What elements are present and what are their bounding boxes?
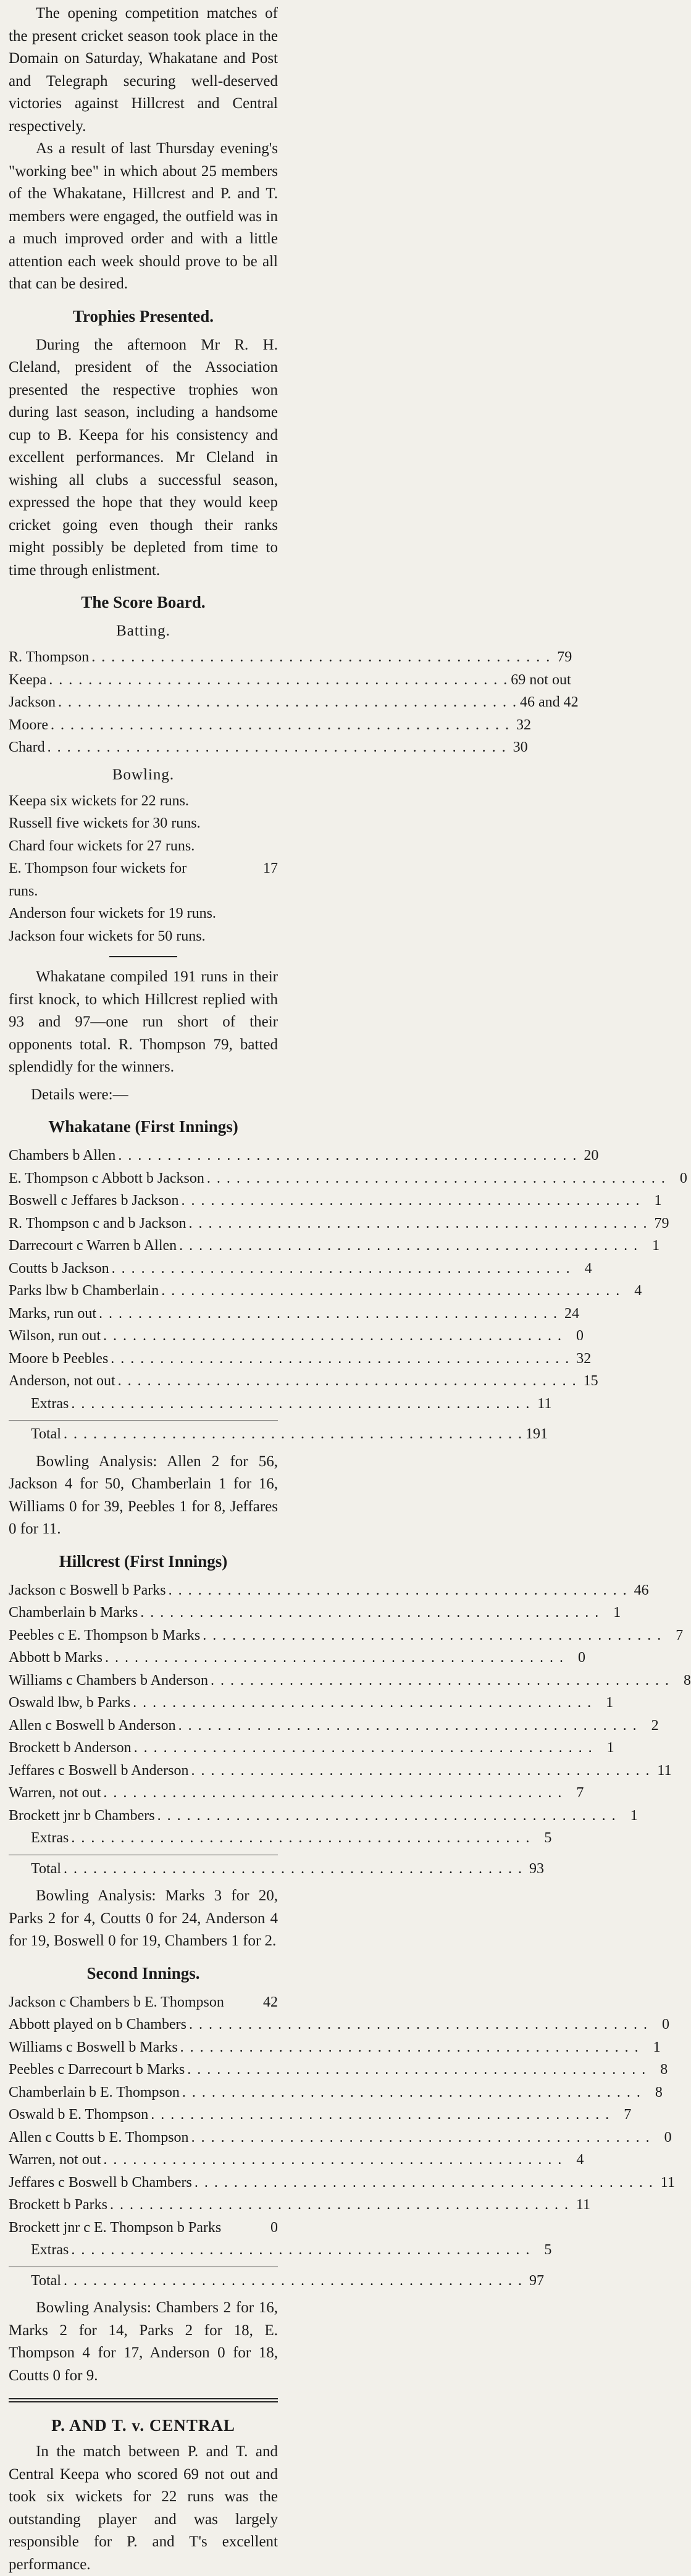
intro-paragraph-2: As a result of last Thursday evening's "working bee" in which about 25 members of the Whakatane, Hillcrest and P. and T. members were engaged, the outfield was in a much improved order and with a little attention each week should prove to be all that can be desired. — [9, 140, 278, 292]
intro-paragraph-1: The opening competition matches of the present cricket season took place in the Domain on Saturday, Whakatane and Post and Telegraph securing well-deserved victories against Hillcrest and Central respectively. — [9, 5, 278, 135]
player-value: 0 — [661, 2016, 669, 2033]
player-entry: Wilson, run out — [9, 1328, 101, 1344]
scorecard-row — [9, 1212, 669, 1235]
player-entry: Williams c Chambers b Anderson — [9, 1672, 208, 1689]
whakatane-total-row — [9, 1423, 548, 1446]
player-value: 1 — [606, 1740, 614, 1756]
scorecard-row — [9, 2126, 672, 2149]
scorecard-row — [9, 1827, 552, 1850]
scorecard-row — [9, 646, 572, 669]
scorecard-row — [9, 2104, 632, 2126]
bowling-text: E. Thompson four wickets for — [9, 860, 187, 876]
player-value: 20 — [584, 1147, 599, 1164]
player-value: 32 — [516, 716, 531, 733]
batting-heading: Batting. — [116, 623, 170, 639]
hillcrest-first-total-row — [9, 1858, 544, 1881]
player-entry: Williams c Boswell b Marks — [9, 2039, 178, 2055]
hillcrest-second-heading: Second Innings. — [86, 1963, 200, 1982]
player-value: 24 — [564, 1305, 579, 1322]
scorecard-row — [9, 1805, 638, 1827]
player-entry: E. Thompson c Abbott b Jackson — [9, 1170, 204, 1186]
player-value: 11 — [657, 1762, 672, 1779]
scorecard-row — [9, 2194, 590, 2217]
scorecard-row — [9, 2036, 661, 2059]
bowling-line — [9, 857, 278, 902]
player-entry: Chamberlain b Marks — [9, 1605, 138, 1621]
player-value: 46 and 42 — [519, 694, 579, 710]
pt-central-heading: P. AND T. v. CENTRAL — [51, 2416, 235, 2435]
scorecard-row — [9, 2171, 675, 2194]
scorecard-row — [9, 1782, 584, 1805]
player-value: 1 — [653, 2039, 661, 2055]
section-divider — [109, 956, 177, 957]
player-entry: Jeffares c Boswell b Anderson — [9, 1762, 189, 1779]
scorecard-row — [9, 1257, 592, 1280]
player-value: 1 — [654, 1193, 662, 1209]
scorecard-row — [9, 714, 531, 737]
player-value: 7 — [624, 2107, 632, 2123]
player-entry: Coutts b Jackson — [9, 1260, 109, 1277]
player-entry: R. Thompson — [9, 649, 90, 665]
player-entry: Extras — [31, 1395, 69, 1412]
bowling-value: 17 — [263, 860, 278, 876]
batsman-entry: Jackson c Chambers b E. Thompson — [9, 1994, 224, 2010]
bowling-line — [9, 925, 278, 948]
scorecard-row — [9, 1760, 672, 1782]
player-entry: Moore — [9, 716, 48, 733]
player-entry: Boswell c Jeffares b Jackson — [9, 1193, 179, 1209]
player-entry: Jackson c Boswell b Parks — [9, 1582, 166, 1598]
hillcrest-first-bowling-analysis: Bowling Analysis: Marks 3 for 20, Parks 2 for 4, Coutts 0 for 24, Anderson 4 for 19, Boswell 0 for 19, Chambers 1 for 2. — [9, 1887, 278, 1949]
player-entry: Abbott b Marks — [9, 1650, 103, 1666]
player-value: 1 — [606, 1695, 614, 1711]
scorecard-row — [9, 691, 579, 714]
player-value: 79 — [654, 1215, 669, 1231]
player-entry: Chambers b Allen — [9, 1147, 116, 1164]
whakatane-scorecard — [9, 1144, 687, 1415]
player-entry: Anderson, not out — [9, 1373, 115, 1389]
bowling-line — [9, 835, 278, 858]
player-value: 11 — [660, 2174, 675, 2191]
player-value: 0 — [664, 2129, 672, 2146]
player-entry: Peebles c Darrecourt b Marks — [9, 2062, 185, 2078]
total-value: 191 — [525, 1426, 548, 1442]
player-value: 4 — [576, 2152, 584, 2168]
whakatane-bowling-analysis: Bowling Analysis: Allen 2 for 56, Jackson 4 for 50, Chamberlain 1 for 16, Williams 0 for 39, Peebles 1 for 8, Jeffares 0 for 11. — [9, 1453, 278, 1537]
total-value: 97 — [529, 2272, 544, 2289]
player-value: 1 — [613, 1605, 621, 1621]
whakatane-heading: Whakatane (First Innings) — [48, 1117, 238, 1136]
bowling-text: Russell five wickets for 30 runs. — [9, 815, 201, 831]
pt-central-paragraph: In the match between P. and T. and Central Keepa who scored 69 not out and took six wickets for 22 runs was the outstanding player and was largely responsible for P. and T's excellent performance. — [9, 2443, 278, 2573]
player-entry: Brockett jnr b Chambers — [9, 1807, 155, 1824]
player-entry: Marks, run out — [9, 1305, 96, 1322]
scorecard-row — [9, 2149, 584, 2171]
extras-row — [9, 2239, 552, 2262]
scorecard-row — [9, 2058, 668, 2081]
scorecard-row — [9, 1624, 684, 1647]
player-entry: Allen c Boswell b Anderson — [9, 1717, 176, 1734]
player-entry: Oswald b E. Thompson — [9, 2107, 149, 2123]
player-value: 15 — [583, 1373, 598, 1389]
scorecard-row — [9, 1303, 579, 1325]
bowling-line — [9, 902, 278, 925]
batting-list — [9, 646, 579, 759]
player-entry: Parks lbw b Chamberlain — [9, 1283, 159, 1299]
player-value: 0 — [578, 1650, 585, 1666]
bowling-line — [9, 790, 278, 813]
scorecard-row — [9, 1669, 691, 1692]
scorecard-row — [9, 1280, 642, 1303]
bowling-text: Jackson four wickets for 50 runs. — [9, 928, 206, 944]
batsman-runs: 0 — [270, 2219, 278, 2236]
player-value: 46 — [634, 1582, 649, 1598]
player-value: 4 — [634, 1283, 642, 1299]
player-entry: Extras — [31, 1830, 69, 1846]
player-entry: Allen c Coutts b E. Thompson — [9, 2129, 189, 2146]
scorecard-row — [9, 1579, 649, 1602]
summary-paragraph: Whakatane compiled 191 runs in their first knock, to which Hillcrest replied with 93 and 97—one run short of their opponents total. R. Thompson 79, batted splendidly for the winners. — [9, 968, 278, 1075]
player-entry: Warren, not out — [9, 1785, 101, 1801]
scorecard-row — [9, 1325, 584, 1348]
bowling-heading: Bowling. — [112, 766, 175, 783]
player-entry: Brockett b Parks — [9, 2197, 107, 2213]
scorecard-row — [9, 1189, 662, 1212]
scorecard-row — [9, 669, 571, 692]
scorecard-row — [9, 1167, 687, 1190]
bowling-text-continued: runs. — [9, 883, 38, 899]
scorecard-row — [9, 1370, 598, 1393]
bowling-text: Anderson four wickets for 19 runs. — [9, 905, 216, 921]
player-entry: Darrecourt c Warren b Allen — [9, 1238, 177, 1254]
player-value: 0 — [576, 1328, 584, 1344]
player-value: 8 — [660, 2062, 668, 2078]
hillcrest-first-scorecard — [9, 1579, 691, 1850]
player-entry: Abbott played on b Chambers — [9, 2016, 186, 2033]
player-value: 5 — [544, 1830, 552, 1846]
player-value: 4 — [584, 1260, 592, 1277]
bowling-text: Chard four wickets for 27 runs. — [9, 837, 195, 854]
player-value: 69 not out — [511, 671, 571, 688]
player-value: 11 — [537, 1395, 552, 1412]
player-value: 7 — [576, 1785, 584, 1801]
total-value: 93 — [529, 1860, 544, 1877]
details-label: Details were:— — [31, 1086, 128, 1103]
player-value: 11 — [576, 2197, 590, 2213]
scorecard-row — [9, 2013, 669, 2036]
player-entry: Chamberlain b E. Thompson — [9, 2084, 180, 2100]
extras-label: Extras — [31, 2242, 69, 2258]
trophies-paragraph: During the afternoon Mr R. H. Cleland, president of the Association presented the respective trophies won during last season, including a handsome cup to B. Keepa for his consistency and excellent performances. Mr Cleland in wishing all clubs a successful season, expressed the hope that they would keep cricket going even though their ranks might possibly be depleted from time to time through enlistment. — [9, 336, 278, 579]
player-entry: Jackson — [9, 694, 56, 710]
hillcrest-second-total-row — [9, 2270, 544, 2293]
player-entry: Keepa — [9, 671, 47, 688]
batsman-runs: 42 — [263, 1994, 278, 2010]
player-entry: Jeffares c Boswell b Chambers — [9, 2174, 192, 2191]
player-value: 1 — [652, 1238, 660, 1254]
scorecard-row — [9, 1601, 621, 1624]
total-label: Total — [31, 1426, 61, 1442]
scorecard-row — [9, 1144, 599, 1167]
section-divider-double — [9, 2398, 278, 2402]
hillcrest-second-scorecard — [9, 2013, 675, 2217]
scorecard-row — [9, 1348, 592, 1370]
scorecard-row — [9, 736, 528, 759]
bowling-list — [9, 790, 278, 948]
player-entry: Brockett b Anderson — [9, 1740, 132, 1756]
player-value: 8 — [683, 1672, 691, 1689]
bowling-line — [9, 812, 278, 835]
scorecard-row — [9, 1393, 552, 1416]
player-value: 79 — [557, 649, 572, 665]
player-value: 2 — [651, 1717, 659, 1734]
batsman-entry: Brockett jnr c E. Thompson b Parks — [9, 2219, 222, 2236]
total-label: Total — [31, 2272, 61, 2289]
scorecard-row — [9, 1737, 614, 1760]
player-value: 8 — [655, 2084, 663, 2100]
scorecard-row — [9, 1647, 585, 1669]
scorecard-row — [9, 2081, 663, 2104]
player-entry: Moore b Peebles — [9, 1350, 109, 1367]
scorecard-row-wrapped — [9, 1991, 278, 2014]
trophies-heading: Trophies Presented. — [73, 306, 214, 325]
extras-value: 5 — [544, 2242, 552, 2258]
player-entry: Oswald lbw, b Parks — [9, 1695, 131, 1711]
hillcrest-second-bowling-analysis: Bowling Analysis: Chambers 2 for 16, Marks 2 for 14, Parks 2 for 18, E. Thompson 4 for 17, Anderson 0 for 18, Coutts 0 for 9. — [9, 2299, 278, 2384]
scorecard-row — [9, 1235, 660, 1257]
bowling-text: Keepa six wickets for 22 runs. — [9, 792, 189, 809]
player-entry: Warren, not out — [9, 2152, 101, 2168]
player-value: 32 — [576, 1350, 592, 1367]
scorecard-row-wrapped — [9, 2217, 278, 2239]
scorecard-row — [9, 1714, 659, 1737]
total-label: Total — [31, 1860, 61, 1877]
player-value: 7 — [676, 1627, 684, 1643]
scoreboard-heading: The Score Board. — [81, 593, 206, 611]
player-entry: R. Thompson c and b Jackson — [9, 1215, 186, 1231]
hillcrest-first-heading: Hillcrest (First Innings) — [59, 1551, 228, 1571]
player-value: 0 — [679, 1170, 687, 1186]
player-entry: Chard — [9, 739, 45, 755]
scorecard-row — [9, 1692, 614, 1714]
player-value: 1 — [630, 1807, 638, 1824]
player-entry: Peebles c E. Thompson b Marks — [9, 1627, 201, 1643]
player-value: 30 — [513, 739, 528, 755]
